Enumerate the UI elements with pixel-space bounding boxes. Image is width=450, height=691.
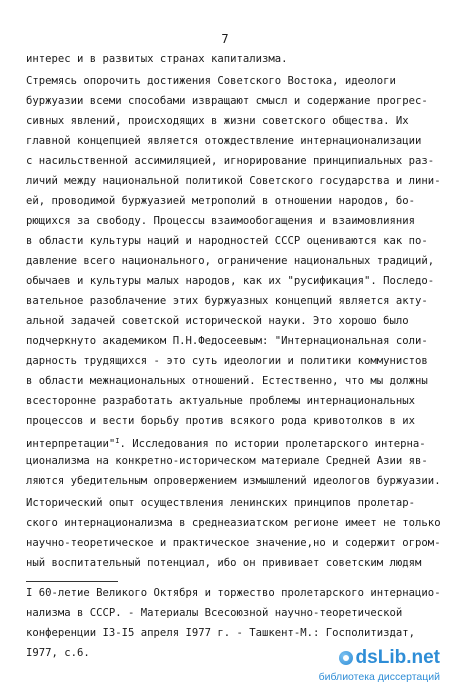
body-line: альной задачей советской исторической науки. Это хорошо было [26, 315, 409, 327]
watermark-tagline: библиотека диссертаций [318, 671, 440, 683]
body-line: процессов и вести борьбу против всякого рода кривотолков в их [26, 415, 416, 427]
footnote-line: I 60-летие Великого Октября и торжество пролетарского интернацио- [26, 587, 441, 599]
watermark-logo [339, 647, 440, 669]
body-line: рющихся за свободу. Процессы взаимообогащения и взаимовлияния [26, 215, 416, 227]
footnote-line: нализма в СССР. - Материалы Всесоюзной научно-теоретической [26, 607, 403, 619]
body-line: с насильственной ассимиляцией, игнорирование принципиальных раз- [26, 155, 435, 167]
body-line: дарность трудящихся - это суть идеологии и политики коммунистов [26, 355, 428, 367]
footnote-line: конференции I3-I5 апреля I977 г. - Ташкент-М.: Госполитиздат, [26, 627, 416, 639]
body-line: Исторический опыт осуществления ленинских принципов пролетар- [26, 497, 416, 509]
body-line: ционализма на конкретно-историческом материале Средней Азии яв- [26, 455, 428, 467]
dslib-logo-icon [339, 651, 353, 665]
footnote-divider [26, 581, 118, 582]
body-line: главной концепцией является отождествление интернационализации [26, 135, 422, 147]
body-line [26, 434, 426, 451]
body-line: обычаев и культуры малых народов, как их "русификация". Последо- [26, 275, 435, 287]
body-line-head: интерпретации" [26, 438, 116, 450]
body-line: вательное разоблачение этих буржуазных концепций является акту- [26, 295, 428, 307]
footnote-line: I977, с.6. [26, 647, 90, 659]
body-line: буржуазии всеми способами извращают смысл и содержание прогрес- [26, 95, 428, 107]
body-line: личий между национальной политикой Советского государства и лини- [26, 175, 441, 187]
body-line: ляются убедительным опровержением измышлений идеологов буржуазии. [26, 475, 441, 487]
page-number: 7 [221, 32, 229, 46]
body-line: в области межнациональных отношений. Естественно, что мы должны [26, 375, 428, 387]
body-line: подчеркнуто академиком П.Н.Федосеевым: "Интернациональная соли- [26, 335, 428, 347]
body-line: сивных явлений, происходящих в жизни советского общества. Их [26, 115, 409, 127]
body-line: научно-теоретическое и практическое значение,но и содержит огром- [26, 537, 441, 549]
body-line: ского интернационализма в среднеазиатском регионе имеет не только [26, 517, 441, 529]
footnote-marker: I [115, 437, 120, 445]
watermark-logo-text: dsLib.net [355, 647, 440, 668]
body-line: ей, проводимой буржуазией метрополий в отношении народов, бо- [26, 195, 416, 207]
body-line: ный воспитательный потенциал, ибо он прививает советским людям [26, 557, 422, 569]
body-line: в области культуры наций и народностей СССР оцениваются как по- [26, 235, 428, 247]
watermark [319, 647, 440, 683]
body-line: давление всего национального, ограничение национальных традиций, [26, 255, 435, 267]
body-line-tail: . Исследования по истории пролетарского интерна- [119, 438, 426, 450]
body-line: Стремясь опорочить достижения Советского Востока, идеологи [26, 75, 396, 87]
body-line: интерес и в развитых странах капитализма. [26, 53, 288, 65]
body-line: всесторонне разработать актуальные проблемы интернациональных [26, 395, 416, 407]
